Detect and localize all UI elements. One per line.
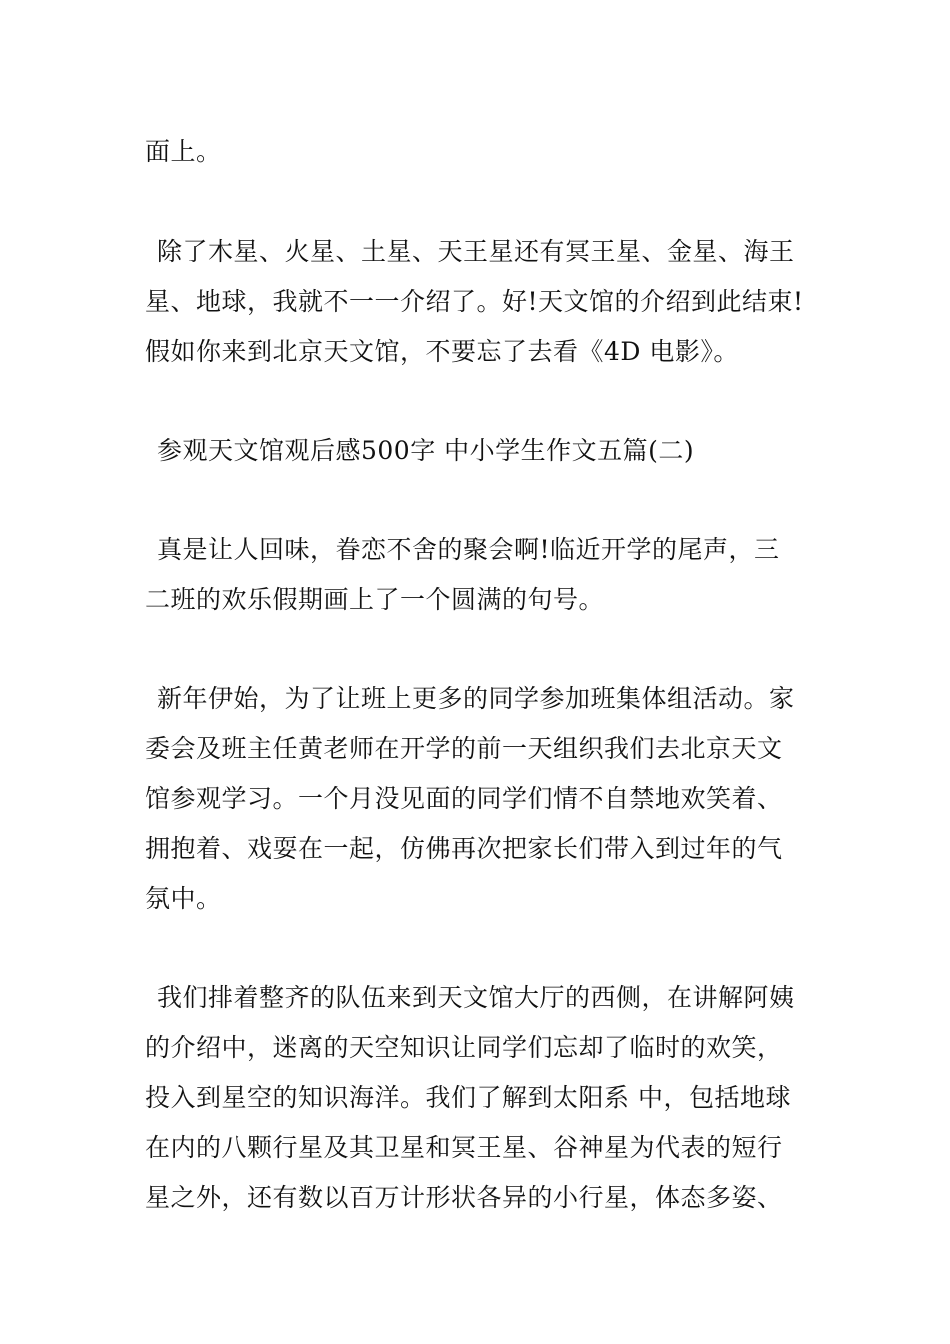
paragraph-5-line-4: 在内的八颗行星及其卫星和冥王星、谷神星为代表的短行 [145, 1133, 783, 1162]
paragraph-4-line-5: 氛中。 [145, 884, 222, 913]
section-heading: 参观天文馆观后感500字 中小学生作文五篇(二) [157, 436, 695, 465]
paragraph-5-line-1: 我们排着整齐的队伍来到天文馆大厅的西侧，在讲解阿姨 [157, 983, 795, 1012]
paragraph-5-line-5: 星之外，还有数以百万计形状各异的小行星，体态多姿、 [145, 1183, 783, 1212]
paragraph-2-line-3: 假如你来到北京天文馆，不要忘了去看《4D 电影》。 [145, 337, 739, 366]
paragraph-5-line-2: 的介绍中，迷离的天空知识让同学们忘却了临时的欢笑， [145, 1033, 783, 1062]
paragraph-4-line-3: 馆参观学习。一个月没见面的同学们情不自禁地欢笑着、 [145, 784, 783, 813]
paragraph-4-line-2: 委会及班主任黄老师在开学的前一天组织我们去北京天文 [145, 734, 783, 763]
paragraph-3-line-1: 真是让人回味，眷恋不舍的聚会啊!临近开学的尾声，三 [157, 535, 780, 564]
paragraph-3-line-2: 二班的欢乐假期画上了一个圆满的句号。 [145, 585, 605, 614]
paragraph-4-line-4: 拥抱着、戏耍在一起，仿佛再次把家长们带入到过年的气 [145, 834, 783, 863]
paragraph-4-line-1: 新年伊始，为了让班上更多的同学参加班集体组活动。家 [157, 684, 795, 713]
paragraph-2-line-1: 除了木星、火星、土星、天王星还有冥王星、金星、海王 [157, 237, 795, 266]
paragraph-5-line-3: 投入到星空的知识海洋。我们了解到太阳系 中，包括地球 [145, 1083, 791, 1112]
paragraph-2-line-2: 星、地球，我就不一一介绍了。好!天文馆的介绍到此结束! [145, 287, 804, 316]
paragraph-1-line-1: 面上。 [145, 137, 222, 166]
